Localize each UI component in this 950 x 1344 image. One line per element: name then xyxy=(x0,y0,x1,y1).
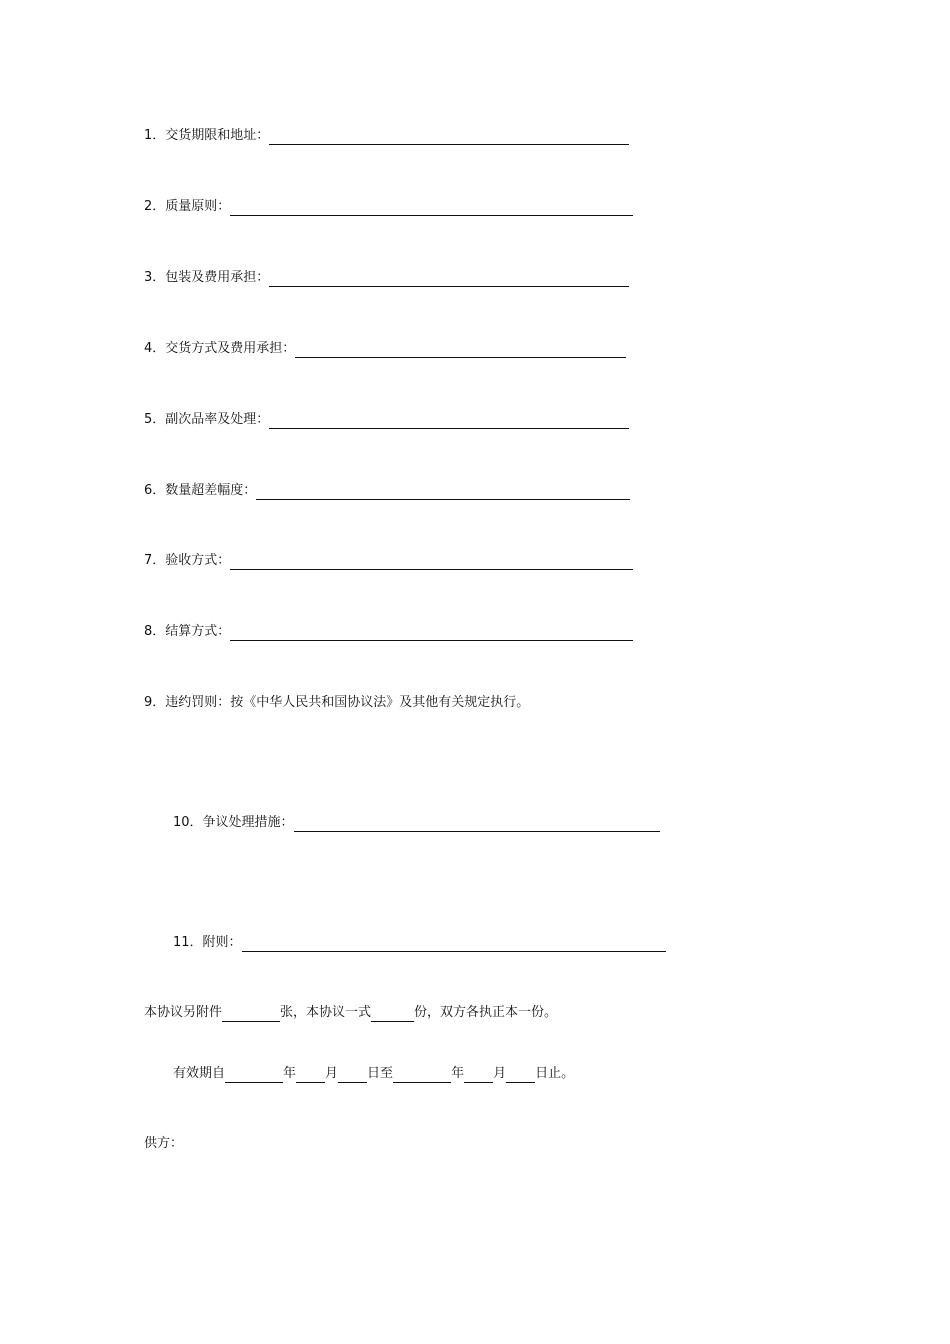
validity-text-1: 有效期自 xyxy=(173,1066,226,1081)
validity-text-5: 年 xyxy=(451,1066,465,1081)
clause-label: 数量超差幅度： xyxy=(165,483,257,498)
fill-blank[interactable] xyxy=(295,343,626,358)
attachment-text-2: 张，本协议一式 xyxy=(280,1005,372,1020)
validity-text-4: 日至 xyxy=(367,1066,394,1081)
clause-number: 2． xyxy=(144,199,166,214)
start-day-blank[interactable] xyxy=(338,1068,367,1083)
fill-blank[interactable] xyxy=(230,201,633,216)
clause-label: 质量原则： xyxy=(165,199,231,214)
validity-line xyxy=(173,1065,574,1083)
clause-label: 交货方式及费用承担： xyxy=(165,341,296,356)
clause-number: 7． xyxy=(144,553,166,568)
supplier-line xyxy=(144,1135,183,1153)
validity-text-3: 月 xyxy=(325,1066,339,1081)
clause-7 xyxy=(144,552,633,570)
fill-blank[interactable] xyxy=(269,272,629,287)
clause-number: 10． xyxy=(173,815,203,830)
clause-1 xyxy=(144,127,629,145)
fill-blank[interactable] xyxy=(230,555,633,570)
clause-3 xyxy=(144,269,629,287)
clause-label: 结算方式： xyxy=(165,624,231,639)
clause-number: 6． xyxy=(144,483,166,498)
clause-11 xyxy=(173,934,666,952)
start-year-blank[interactable] xyxy=(225,1068,283,1083)
clause-number: 5． xyxy=(144,412,166,427)
attachment-text-1: 本协议另附件 xyxy=(144,1005,223,1020)
clause-9 xyxy=(144,694,529,712)
attachment-count-blank[interactable] xyxy=(222,1007,280,1022)
validity-text-7: 日止。 xyxy=(535,1066,575,1081)
start-month-blank[interactable] xyxy=(296,1068,325,1083)
clause-4 xyxy=(144,340,626,358)
clause-label: 违约罚则：按《中华人民共和国协议法》及其他有关规定执行。 xyxy=(165,695,530,710)
clause-number: 9． xyxy=(144,695,166,710)
validity-text-6: 月 xyxy=(493,1066,507,1081)
clause-8 xyxy=(144,623,633,641)
clause-5 xyxy=(144,411,629,429)
supplier-label: 供方： xyxy=(144,1136,184,1151)
clause-number: 1． xyxy=(144,128,166,143)
end-month-blank[interactable] xyxy=(464,1068,493,1083)
clause-number: 11． xyxy=(173,935,203,950)
fill-blank[interactable] xyxy=(269,414,629,429)
clause-6 xyxy=(144,482,630,500)
clause-label: 包装及费用承担： xyxy=(165,270,270,285)
validity-text-2: 年 xyxy=(283,1066,297,1081)
clause-label: 争议处理措施： xyxy=(202,815,294,830)
clause-label: 验收方式： xyxy=(165,553,231,568)
clause-10 xyxy=(173,814,660,832)
fill-blank[interactable] xyxy=(242,937,666,952)
clause-number: 8． xyxy=(144,624,166,639)
fill-blank[interactable] xyxy=(230,626,633,641)
clause-label: 附则： xyxy=(202,935,242,950)
fill-blank[interactable] xyxy=(294,817,660,832)
clause-2 xyxy=(144,198,633,216)
clause-number: 3． xyxy=(144,270,166,285)
fill-blank[interactable] xyxy=(256,485,630,500)
attachment-line xyxy=(144,1004,557,1022)
attachment-text-3: 份，双方各执正本一份。 xyxy=(414,1005,558,1020)
copies-blank[interactable] xyxy=(371,1007,414,1022)
clause-number: 4． xyxy=(144,341,166,356)
clause-label: 副次品率及处理： xyxy=(165,412,270,427)
end-year-blank[interactable] xyxy=(393,1068,451,1083)
fill-blank[interactable] xyxy=(269,130,629,145)
clause-label: 交货期限和地址： xyxy=(165,128,270,143)
end-day-blank[interactable] xyxy=(506,1068,535,1083)
